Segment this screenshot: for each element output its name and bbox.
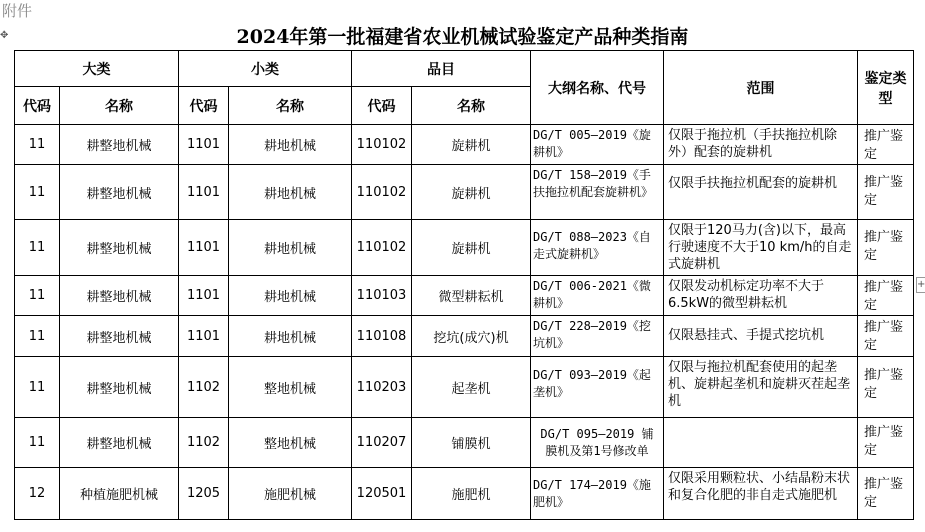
major-code-cell: 11 — [15, 220, 60, 276]
outline-cell: DG/T 158—2019《手扶拖拉机配套旋耕机》 — [531, 165, 664, 220]
minor-name-cell: 耕地机械 — [229, 316, 352, 357]
major-code-cell: 12 — [15, 468, 60, 520]
item-code-cell: 110103 — [352, 276, 412, 316]
appraisal-type-cell: 推广鉴定 — [858, 125, 914, 165]
appraisal-type-cell: 推广鉴定 — [858, 316, 914, 357]
appraisal-type-cell: 推广鉴定 — [858, 276, 914, 316]
major-name-cell: 耕整地机械 — [60, 220, 179, 276]
minor-name-cell: 施肥机械 — [229, 468, 352, 520]
outline-cell: DG/T 228—2019《挖坑机》 — [531, 316, 664, 357]
appraisal-type-cell: 推广鉴定 — [858, 468, 914, 520]
product-category-table — [14, 50, 914, 520]
item-name-cell: 起垄机 — [412, 357, 531, 418]
major-code-cell: 11 — [15, 316, 60, 357]
header-item: 品目 — [352, 51, 531, 87]
major-code-cell: 11 — [15, 276, 60, 316]
major-name-cell: 耕整地机械 — [60, 165, 179, 220]
major-code-cell: 11 — [15, 165, 60, 220]
item-name-cell: 施肥机 — [412, 468, 531, 520]
minor-name-cell: 耕地机械 — [229, 220, 352, 276]
table-row — [15, 316, 914, 357]
minor-code-cell: 1101 — [179, 125, 229, 165]
item-code-cell: 110102 — [352, 125, 412, 165]
outline-cell: DG/T 174—2019《施肥机》 — [531, 468, 664, 520]
scope-cell: 仅限于120马力(含)以下，最高行驶速度不大于10 km/h的自走式旋耕机 — [664, 220, 858, 276]
major-name-cell: 耕整地机械 — [60, 418, 179, 468]
table-row — [15, 418, 914, 468]
minor-code-cell: 1101 — [179, 165, 229, 220]
table-row — [15, 276, 914, 316]
item-code-cell: 110203 — [352, 357, 412, 418]
item-name-cell: 挖坑(成穴)机 — [412, 316, 531, 357]
header-appraisal-type: 鉴定类型 — [858, 51, 914, 125]
major-name-cell: 耕整地机械 — [60, 276, 179, 316]
header-scope: 范围 — [664, 51, 858, 125]
outline-cell: DG/T 093—2019《起垄机》 — [531, 357, 664, 418]
major-code-cell: 11 — [15, 125, 60, 165]
header-row-1 — [15, 51, 914, 87]
header-minor-name: 名称 — [229, 87, 352, 125]
header-major-name: 名称 — [60, 87, 179, 125]
major-code-cell: 11 — [15, 418, 60, 468]
minor-name-cell: 耕地机械 — [229, 276, 352, 316]
outline-cell: DG/T 095—2019 铺膜机及第1号修改单 — [531, 418, 664, 468]
major-name-cell: 种植施肥机械 — [60, 468, 179, 520]
add-column-icon[interactable]: + — [916, 277, 925, 293]
item-code-cell: 110102 — [352, 165, 412, 220]
header-outline: 大纲名称、代号 — [531, 51, 664, 125]
minor-name-cell: 整地机械 — [229, 418, 352, 468]
item-name-cell: 铺膜机 — [412, 418, 531, 468]
major-name-cell: 耕整地机械 — [60, 316, 179, 357]
minor-name-cell: 整地机械 — [229, 357, 352, 418]
item-code-cell: 110102 — [352, 220, 412, 276]
minor-code-cell: 1101 — [179, 220, 229, 276]
table-row — [15, 220, 914, 276]
header-minor-code: 代码 — [179, 87, 229, 125]
item-code-cell: 110108 — [352, 316, 412, 357]
item-code-cell: 120501 — [352, 468, 412, 520]
outline-cell: DG/T 005—2019《旋耕机》 — [531, 125, 664, 165]
scope-cell: 仅限与拖拉机配套使用的起垄机、旋耕起垄机和旋耕灭茬起垄机 — [664, 357, 858, 418]
table-row — [15, 165, 914, 220]
minor-code-cell: 1102 — [179, 357, 229, 418]
header-minor: 小类 — [179, 51, 352, 87]
minor-code-cell: 1102 — [179, 418, 229, 468]
item-name-cell: 微型耕耘机 — [412, 276, 531, 316]
scope-cell: 仅限采用颗粒状、小结晶粉末状和复合化肥的非自走式施肥机 — [664, 468, 858, 520]
appraisal-type-cell: 推广鉴定 — [858, 165, 914, 220]
minor-code-cell: 1101 — [179, 316, 229, 357]
item-code-cell: 110207 — [352, 418, 412, 468]
attachment-label: 附件 — [2, 2, 33, 20]
major-name-cell: 耕整地机械 — [60, 357, 179, 418]
appraisal-type-cell: 推广鉴定 — [858, 418, 914, 468]
document-title: 2024年第一批福建省农业机械试验鉴定产品种类指南 — [236, 26, 689, 48]
header-major: 大类 — [15, 51, 179, 87]
outline-cell: DG/T 088—2023《自走式旋耕机》 — [531, 220, 664, 276]
outline-cell: DG/T 006-2021《微耕机》 — [531, 276, 664, 316]
item-name-cell: 旋耕机 — [412, 125, 531, 165]
table-row — [15, 357, 914, 418]
header-major-code: 代码 — [15, 87, 60, 125]
scope-cell: 仅限悬挂式、手提式挖坑机 — [664, 316, 858, 357]
table-row — [15, 468, 914, 520]
header-item-name: 名称 — [412, 87, 531, 125]
minor-code-cell: 1101 — [179, 276, 229, 316]
header-item-code: 代码 — [352, 87, 412, 125]
table-row — [15, 125, 914, 165]
item-name-cell: 旋耕机 — [412, 165, 531, 220]
major-code-cell: 11 — [15, 357, 60, 418]
appraisal-type-cell: 推广鉴定 — [858, 220, 914, 276]
move-handle-icon[interactable]: ✥ — [0, 30, 9, 41]
major-name-cell: 耕整地机械 — [60, 125, 179, 165]
item-name-cell: 旋耕机 — [412, 220, 531, 276]
minor-name-cell: 耕地机械 — [229, 165, 352, 220]
minor-name-cell: 耕地机械 — [229, 125, 352, 165]
appraisal-type-cell: 推广鉴定 — [858, 357, 914, 418]
scope-cell: 仅限手扶拖拉机配套的旋耕机 — [664, 165, 858, 220]
minor-code-cell: 1205 — [179, 468, 229, 520]
scope-cell — [664, 418, 858, 468]
scope-cell: 仅限发动机标定功率不大于6.5kW的微型耕耘机 — [664, 276, 858, 316]
scope-cell: 仅限于拖拉机（手扶拖拉机除外）配套的旋耕机 — [664, 125, 858, 165]
